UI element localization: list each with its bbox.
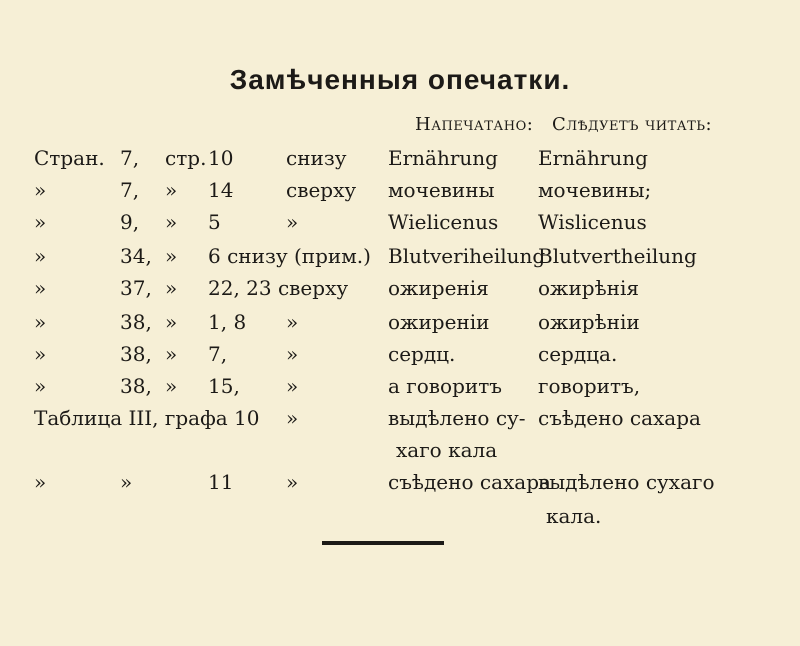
cell-printed: сердц. [388, 342, 456, 366]
cell-printed: ожиреніи [388, 310, 490, 334]
cell-line: 15, [208, 374, 240, 398]
cell-page: » [34, 310, 47, 334]
cell-line: 10 [208, 146, 234, 170]
cell-line: 5 [208, 210, 221, 234]
cell-line: 14 [208, 178, 234, 202]
cell-line: 1, 8 [208, 310, 247, 334]
page-title: Замѣченныя опечатки. [229, 64, 571, 95]
cell-read: ожирѣнія [538, 276, 639, 300]
cell-page: » [34, 470, 47, 494]
cell-where: » [286, 210, 299, 234]
header-printed: Напечатано: [415, 114, 534, 135]
cell-where: » [286, 310, 299, 334]
cell-line-label: » [165, 310, 178, 334]
cell-line-label: » [165, 276, 178, 300]
cell-page: » [34, 342, 47, 366]
cell-printed: Blutverіheilung [388, 244, 546, 268]
cell-line-label: » [165, 178, 178, 202]
header-read: Слѣдуетъ читать: [552, 114, 713, 135]
cell-num: » [120, 470, 133, 494]
cell-line: 11 [208, 470, 234, 494]
cell-num: 7, [120, 178, 140, 202]
cell-read: съѣдено сахара [538, 406, 701, 430]
cell-line-label: стр. [165, 146, 207, 170]
cell-line-label: » [165, 244, 178, 268]
cell-num: 7, [120, 146, 140, 170]
cell-where: » [286, 374, 299, 398]
cell-num: 38, [120, 310, 152, 334]
closing-rule [322, 541, 444, 545]
cell-where: сверху [286, 178, 357, 202]
cell-line-label: » [165, 374, 178, 398]
cell-page: Таблица III, графа 10 [34, 406, 260, 430]
cell-where: » [286, 470, 299, 494]
cell-printed: Ernährung [388, 146, 498, 170]
cell-read: Ernährung [538, 146, 648, 170]
cell-read: говоритъ, [538, 374, 641, 398]
cell-line: 6 снизу (прим.) [208, 244, 371, 268]
cell-read: выдѣлено сухаго [538, 470, 715, 494]
cell-read: ожирѣніи [538, 310, 640, 334]
cell-page: Стран. [34, 146, 105, 170]
cell-page: » [34, 276, 47, 300]
cell-page: » [34, 210, 47, 234]
cell-printed-cont: хаго кала [396, 438, 498, 462]
cell-where: » [286, 342, 299, 366]
cell-read: Blutvertheilung [538, 244, 697, 268]
cell-num: 38, [120, 374, 152, 398]
cell-printed: ожиренія [388, 276, 489, 300]
cell-read: сердца. [538, 342, 618, 366]
cell-line-label: » [165, 342, 178, 366]
cell-num: 34, [120, 244, 152, 268]
cell-printed: Wielicenus [388, 210, 499, 234]
cell-page: » [34, 244, 47, 268]
cell-num: 9, [120, 210, 140, 234]
cell-read-cont: кала. [546, 504, 602, 528]
cell-where: » [286, 406, 299, 430]
cell-read: мочевины; [538, 178, 652, 202]
cell-printed: выдѣлено су- [388, 406, 526, 430]
cell-line-label: » [165, 210, 178, 234]
cell-page: » [34, 178, 47, 202]
cell-printed: мочевины [388, 178, 495, 202]
cell-where: снизу [286, 146, 347, 170]
cell-line: 22, 23 сверху [208, 276, 349, 300]
cell-num: 37, [120, 276, 152, 300]
cell-page: » [34, 374, 47, 398]
cell-num: 38, [120, 342, 152, 366]
cell-printed: а говоритъ [388, 374, 503, 398]
cell-read: Wislicenus [538, 210, 647, 234]
cell-printed: съѣдено сахара [388, 470, 551, 494]
cell-line: 7, [208, 342, 228, 366]
